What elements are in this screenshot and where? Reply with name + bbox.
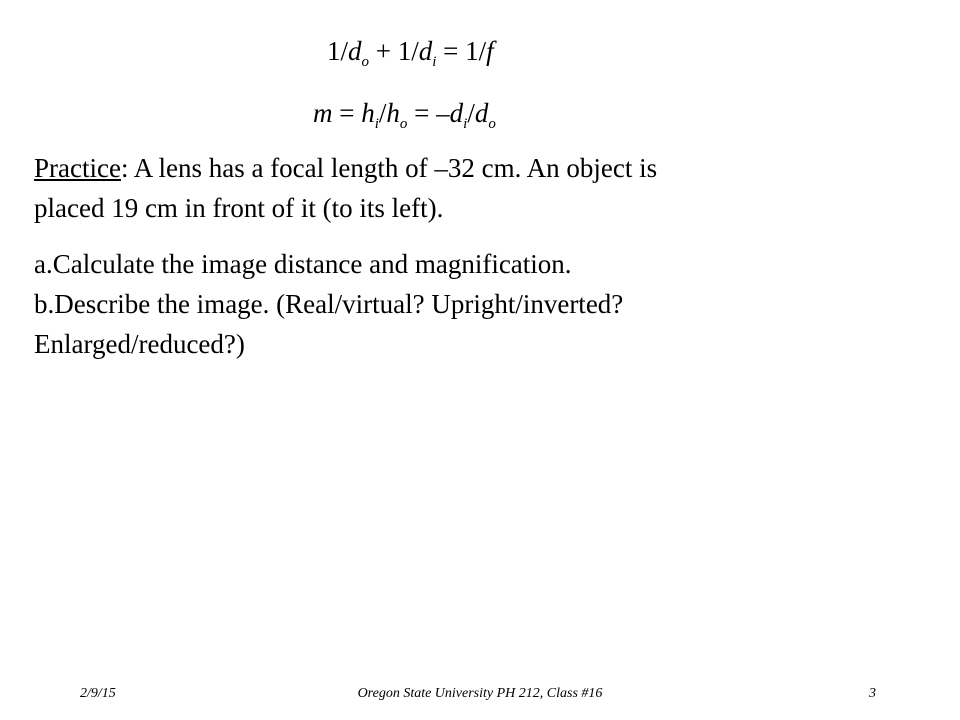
eq-var-f: f [486, 36, 494, 66]
question-b-line-1: b.Describe the image. (Real/virtual? Upright/inverted? [34, 289, 624, 319]
eq-subscript-o: o [399, 116, 408, 132]
eq-text: = [332, 98, 362, 128]
practice-line-2: placed 19 cm in front of it (to its left). [34, 193, 444, 223]
eq-text: = 1/ [436, 36, 487, 66]
eq-var-h: h [361, 98, 375, 128]
eq-subscript-i: i [432, 54, 437, 70]
practice-line-1 [34, 148, 657, 188]
eq-subscript-o: o [361, 54, 370, 70]
footer-date: 2/9/15 [80, 686, 116, 701]
eq-var-d: d [474, 98, 489, 128]
magnification-equation [313, 98, 496, 132]
thin-lens-equation [327, 36, 494, 70]
practice-label: Practice [34, 153, 121, 183]
eq-var-d: d [348, 36, 362, 66]
eq-text: = – [407, 98, 450, 128]
eq-subscript-i: i [463, 116, 468, 132]
footer-page-number: 3 [869, 686, 876, 701]
question-b-line-2: Enlarged/reduced?) [34, 329, 245, 359]
questions [34, 244, 623, 364]
practice-text: : A lens has a focal length of –32 cm. An object is [120, 153, 658, 183]
eq-subscript-o: o [488, 116, 496, 132]
eq-subscript-i: i [374, 116, 379, 132]
eq-text: / [378, 98, 387, 128]
eq-var-m: m [313, 98, 333, 128]
footer-course: Oregon State University PH 212, Class #16 [357, 686, 603, 701]
question-a: a.Calculate the image distance and magnification. [34, 249, 572, 279]
eq-text: 1/ [327, 36, 349, 66]
eq-text: + 1/ [369, 36, 419, 66]
eq-var-d: d [418, 36, 433, 66]
eq-text: / [467, 98, 475, 128]
practice-problem [34, 148, 657, 228]
eq-var-d: d [449, 98, 464, 128]
eq-var-h: h [386, 98, 400, 128]
